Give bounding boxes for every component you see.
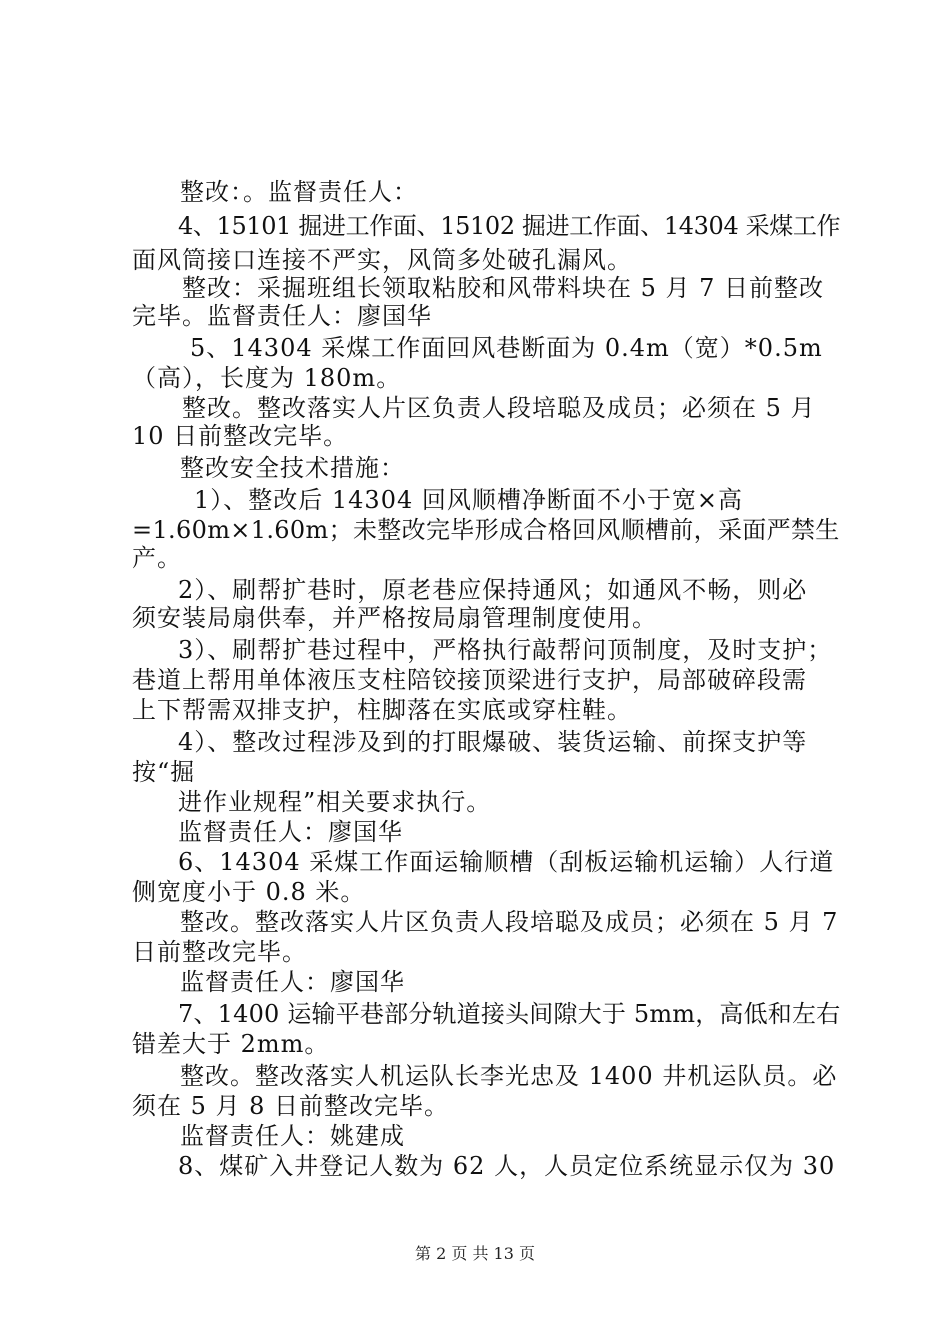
- text-line: 5、14304 采煤工作面回风巷断面为 0.4m（宽）*0.5m: [190, 334, 823, 362]
- text-line: 整改：采掘班组长领取粘胶和风带料块在 5 月 7 日前整改: [182, 274, 825, 302]
- text-line: 4）、整改过程涉及到的打眼爆破、装货运输、前探支护等: [178, 728, 808, 756]
- text-line: 监督责任人：廖国华: [178, 818, 403, 846]
- text-line: 10 日前整改完毕。: [132, 422, 349, 450]
- text-line: =1.60m×1.60m；未整改完毕形成合格回风顺槽前，采面严禁生: [132, 516, 840, 544]
- text-line: 须在 5 月 8 日前整改完毕。: [132, 1092, 450, 1120]
- text-line: 整改：。监督责任人：: [180, 178, 418, 206]
- text-line: 上下帮需双排支护，柱脚落在实底或穿柱鞋。: [132, 696, 632, 724]
- text-line: 侧宽度小于 0.8 米。: [132, 878, 366, 906]
- text-line: 监督责任人：廖国华: [180, 968, 405, 996]
- text-line: 按“掘: [132, 758, 196, 786]
- text-line: 3）、刷帮扩巷过程中，严格执行敲帮问顶制度，及时支护；: [178, 636, 833, 664]
- text-line: 进作业规程”相关要求执行。: [178, 788, 492, 816]
- text-line: 2）、刷帮扩巷时，原老巷应保持通风；如通风不畅，则必: [178, 576, 808, 604]
- text-line: 产。: [132, 544, 182, 572]
- text-line: 4、15101 掘进工作面、15102 掘进工作面、14304 采煤工作: [178, 212, 841, 240]
- text-line: 整改。整改落实人片区负责人段培聪及成员；必须在 5 月: [182, 394, 816, 422]
- text-line: 巷道上帮用单体液压支柱陪铰接顶梁进行支护，局部破碎段需: [132, 666, 807, 694]
- text-line: 面风筒接口连接不严实，风筒多处破孔漏风。: [132, 246, 632, 274]
- text-line: 监督责任人：姚建成: [180, 1122, 405, 1150]
- text-line: 1）、整改后 14304 回风顺槽净断面不小于宽×高: [194, 486, 743, 514]
- text-line: 整改。整改落实人机运队长李光忠及 1400 井机运队员。必: [180, 1062, 838, 1090]
- text-line: 须安装局扇供奉，并严格按局扇管理制度使用。: [132, 604, 657, 632]
- page-footer: 第 2 页 共 13 页: [415, 1244, 535, 1263]
- text-line: 7、1400 运输平巷部分轨道接头间隙大于 5mm，高低和左右: [178, 1000, 841, 1028]
- text-line: 整改安全技术措施：: [180, 454, 405, 482]
- text-line: 6、14304 采煤工作面运输顺槽（刮板运输机运输）人行道: [178, 848, 835, 876]
- text-line: 错差大于 2mm。: [132, 1030, 330, 1058]
- text-line: 完毕。监督责任人：廖国华: [132, 302, 432, 330]
- text-line: 日前整改完毕。: [132, 938, 307, 966]
- text-line: （高），长度为 180m。: [132, 364, 402, 392]
- text-line: 整改。整改落实人片区负责人段培聪及成员；必须在 5 月 7: [180, 908, 839, 936]
- text-line: 8、煤矿入井登记人数为 62 人，人员定位系统显示仅为 30: [178, 1152, 836, 1180]
